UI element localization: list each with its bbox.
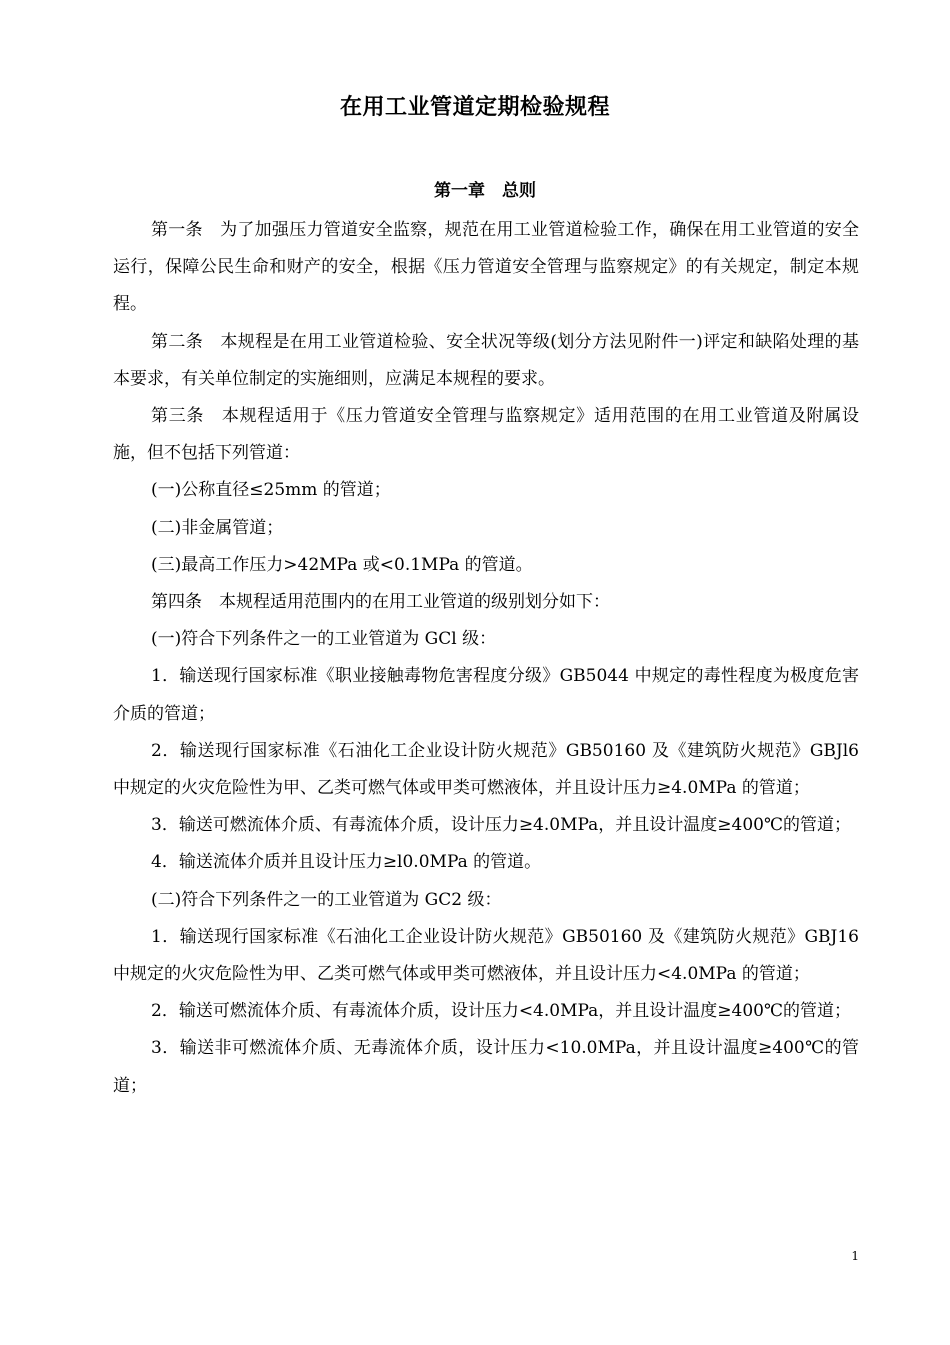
paragraph-gc2-item-2: 2．输送可燃流体介质、有毒流体介质，设计压力<4.0MPa，并且设计温度≥400℃的管道；	[151, 1001, 852, 1022]
paragraph-gc1-item-3: 3．输送可燃流体介质、有毒流体介质，设计压力≥4.0MPa，并且设计温度≥400℃的管道；	[151, 815, 852, 836]
paragraph-gc1-heading: (一)符合下列条件之一的工业管道为 GCl 级：	[151, 629, 497, 650]
paragraph-gc1-item-4: 4．输送流体介质并且设计压力≥l0.0MPa 的管道。	[151, 852, 542, 873]
paragraph-gc2-item-3: 3．输送非可燃流体介质、无毒流体介质，设计压力<10.0MPa，并且设计温度≥400℃的管道；	[113, 1038, 859, 1096]
paragraph-exclusion-1: (一)公称直径≤25mm 的管道；	[151, 480, 391, 501]
paragraph-article-2: 第二条 本规程是在用工业管道检验、安全状况等级(划分方法见附件一)评定和缺陷处理的基本要求，有关单位制定的实施细则，应满足本规程的要求。	[113, 331, 859, 389]
paragraph-gc2-heading: (二)符合下列条件之一的工业管道为 GC2 级：	[151, 889, 502, 910]
paragraph-gc2-item-1: 1．输送现行国家标准《石油化工企业设计防火规范》GB50160 及《建筑防火规范》GBJ16 中规定的火灾危险性为甲、乙类可燃气体或甲类可燃液体，并且设计压力<4.0MPa 的管道；	[113, 926, 859, 985]
paragraph-gc1-item-2: 2．输送现行国家标准《石油化工企业设计防火规范》GB50160 及《建筑防火规范》GBJl6 中规定的火灾危险性为甲、乙类可燃气体或甲类可燃液体，并且设计压力≥4.0MPa 的管道；	[113, 740, 859, 799]
paragraph-article-4: 第四条 本规程适用范围内的在用工业管道的级别划分如下：	[151, 592, 610, 613]
paragraph-gc1-item-1: 1．输送现行国家标准《职业接触毒物危害程度分级》GB5044 中规定的毒性程度为极度危害介质的管道；	[113, 666, 859, 724]
page-number: 1	[851, 1249, 859, 1263]
paragraph-article-3: 第三条 本规程适用于《压力管道安全管理与监察规定》适用范围的在用工业管道及附属设施，但不包括下列管道：	[113, 406, 859, 464]
paragraph-exclusion-2: (二)非金属管道；	[151, 517, 284, 538]
paragraph-exclusion-3: (三)最高工作压力>42MPa 或<0.1MPa 的管道。	[151, 554, 533, 575]
document-body	[113, 212, 859, 1105]
document-title: 在用工业管道定期检验规程	[339, 94, 610, 120]
chapter-heading: 第一章 总则	[434, 181, 536, 201]
paragraph-article-1: 第一条 为了加强压力管道安全监察，规范在用工业管道检验工作，确保在用工业管道的安全运行，保障公民生命和财产的安全，根据《压力管道安全管理与监察规定》的有关规定，制定本规程。	[113, 220, 859, 315]
